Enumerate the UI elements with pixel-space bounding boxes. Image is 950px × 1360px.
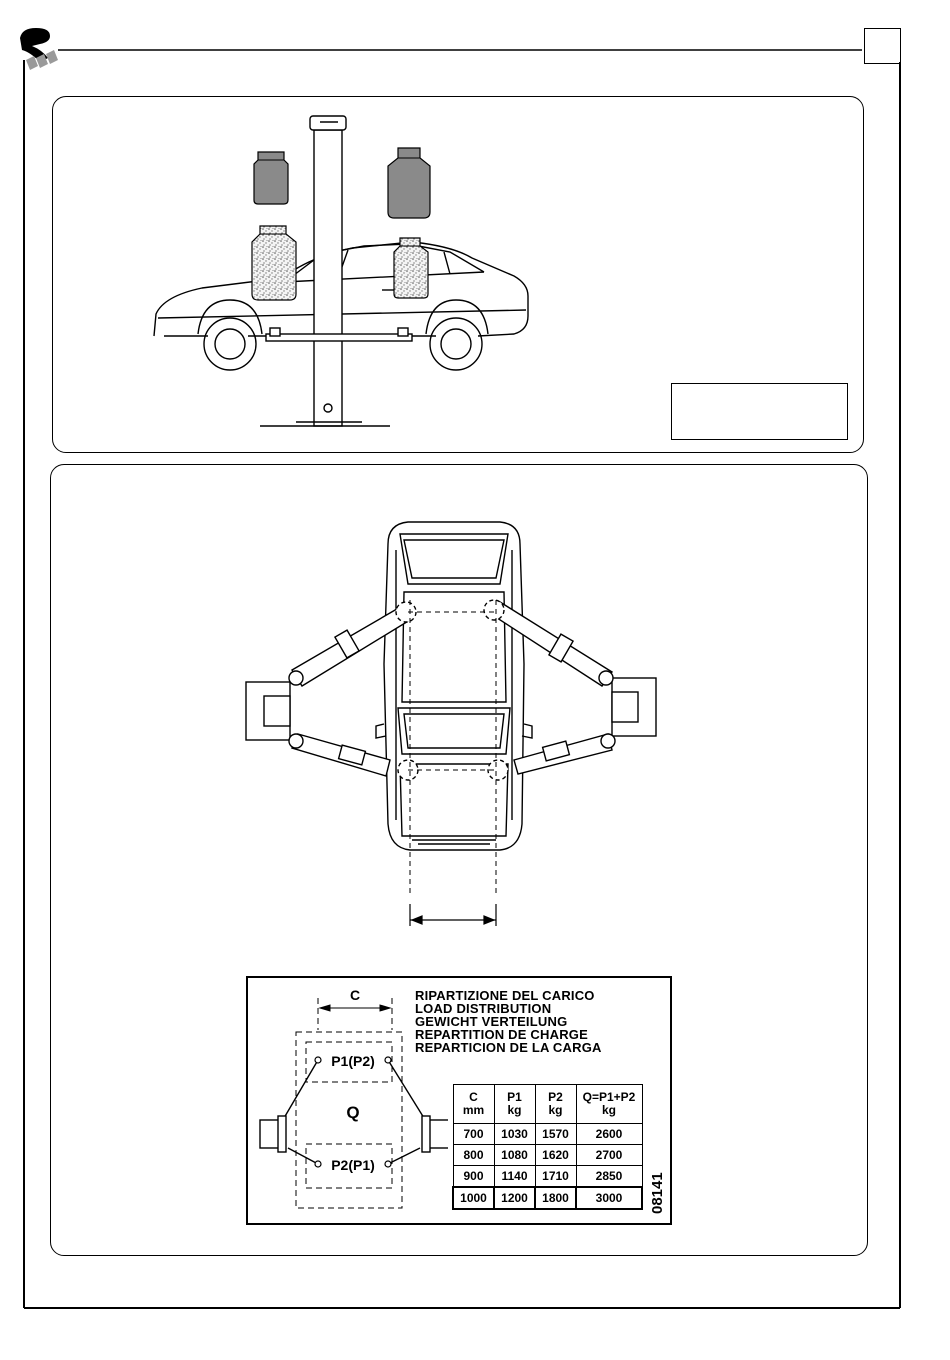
weight-icon-large <box>388 148 430 218</box>
cell: 2600 <box>576 1124 642 1145</box>
caption-box <box>671 383 848 440</box>
cell: 1200 <box>494 1187 535 1209</box>
label-code <box>646 1150 668 1220</box>
title-italian: RIPARTIZIONE DEL CARICO <box>415 988 595 1003</box>
cell: 900 <box>453 1166 494 1188</box>
table-header-row <box>453 1085 642 1124</box>
header-p1: P1 kg <box>494 1085 535 1124</box>
title-german: GEWICHT VERTEILUNG <box>415 1014 568 1029</box>
diagram-c-label: C <box>349 987 361 1003</box>
header-c: C mm <box>453 1085 494 1124</box>
load-table <box>452 1084 643 1210</box>
table-row <box>453 1187 642 1209</box>
dimension-c <box>410 904 496 926</box>
title-spanish: REPARTICION DE LA CARGA <box>415 1040 602 1055</box>
title-french: REPARTITION DE CHARGE <box>415 1027 588 1042</box>
diagram-dimension <box>320 1005 390 1011</box>
diagram-p2-label: P2(P1) <box>331 1157 375 1173</box>
table-row <box>453 1166 642 1188</box>
cell: 1710 <box>535 1166 576 1188</box>
cell: 800 <box>453 1145 494 1166</box>
cell: 1570 <box>535 1124 576 1145</box>
weight-on-car-front <box>252 226 296 300</box>
top-view-illustration <box>0 464 950 934</box>
weight-icon-small <box>254 152 288 204</box>
cell: 1000 <box>453 1187 494 1209</box>
lift-arms <box>246 600 656 780</box>
table-row <box>453 1145 642 1166</box>
cell: 1620 <box>535 1145 576 1166</box>
cell: 1140 <box>494 1166 535 1188</box>
code-text: 08141 <box>649 1172 666 1214</box>
cell: 2850 <box>576 1166 642 1188</box>
header-p2: P2 kg <box>535 1085 576 1124</box>
cell: 1800 <box>535 1187 576 1209</box>
cell: 1030 <box>494 1124 535 1145</box>
diagram-p1-label: P1(P2) <box>331 1053 375 1069</box>
table-row <box>453 1124 642 1145</box>
cell: 3000 <box>576 1187 642 1209</box>
header-q: Q=P1+P2 kg <box>576 1085 642 1124</box>
cell: 700 <box>453 1124 494 1145</box>
car-top <box>376 522 532 850</box>
diagram-q-label: Q <box>346 1103 360 1122</box>
cell: 2700 <box>576 1145 642 1166</box>
cell: 1080 <box>494 1145 535 1166</box>
title-english: LOAD DISTRIBUTION <box>415 1001 552 1016</box>
